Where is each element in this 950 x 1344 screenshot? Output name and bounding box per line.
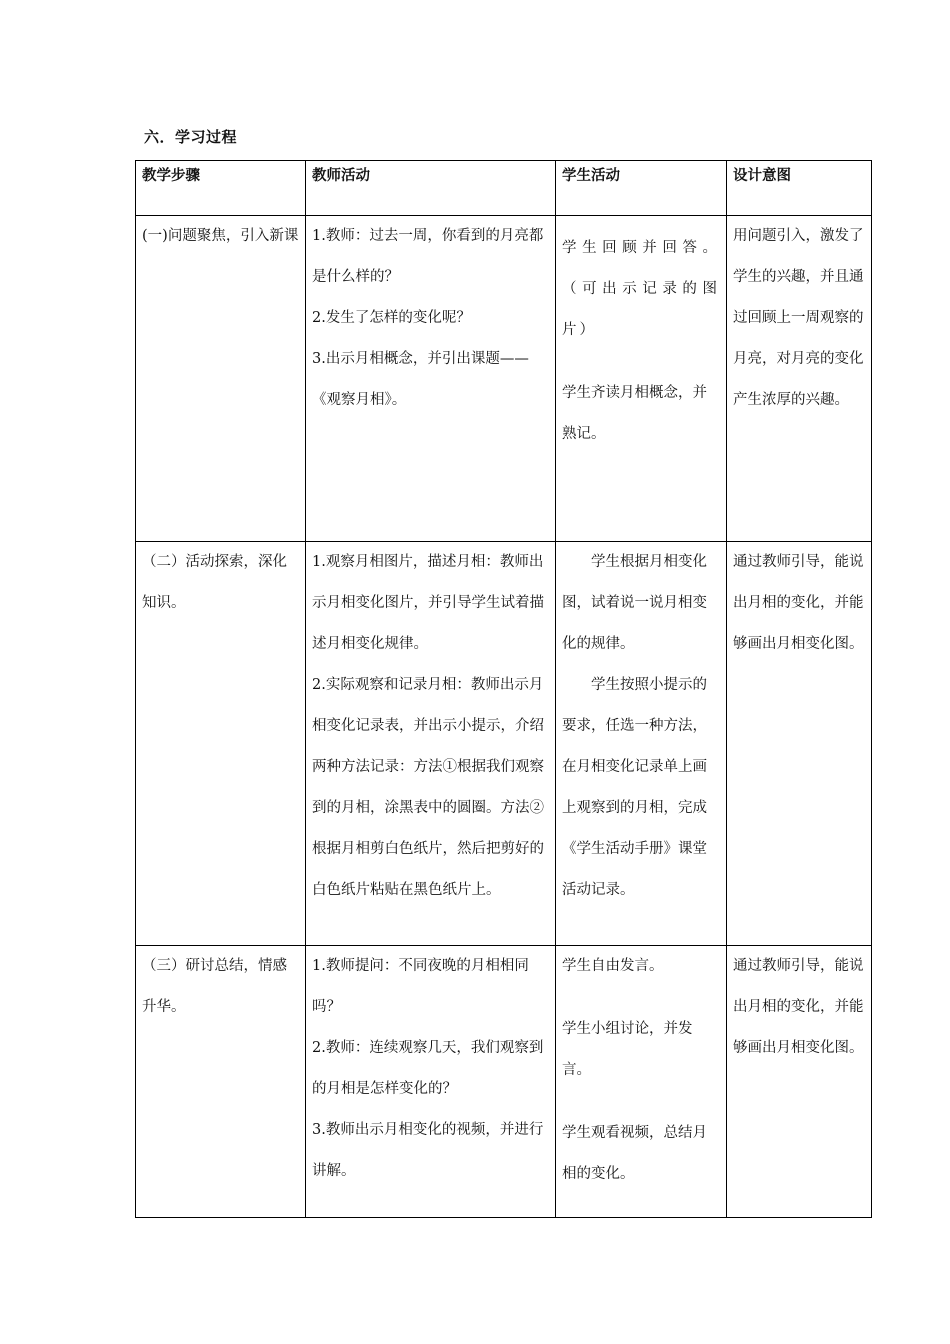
student-activity-cell [556, 946, 727, 1218]
student-activity-item: 学生自由发言。 [562, 958, 664, 974]
student-activity-cell [556, 216, 727, 542]
teacher-activity-cell [306, 542, 556, 946]
teacher-activity-item: 1.教师：过去一周，你看到的月亮都是什么样的？ [312, 228, 544, 285]
section-title: 六．学习过程 [144, 128, 238, 146]
teacher-activity-cell [306, 946, 556, 1218]
teacher-activity-item: 3.教师出示月相变化的视频，并进行讲解。 [312, 1122, 544, 1179]
teacher-activity-item: 2.实际观察和记录月相：教师出示月相变化记录表，并出示小提示，介绍两种方法记录：方法①根据我们观察到的月相，涂黑表中的圆圈。方法②根据月相剪白色纸片，然后把剪好的白色纸片粘贴在黑色纸片上。 [312, 677, 544, 898]
student-activity-cell [556, 542, 727, 946]
step-cell: （二）活动探索，深化知识。 [136, 542, 306, 946]
step-cell: (一)问题聚焦，引入新课 [136, 216, 306, 542]
header-design-intent: 设计意图 [727, 161, 872, 216]
table-row [136, 542, 872, 946]
design-intent-cell: 用问题引入，激发了学生的兴趣，并且通过回顾上一周观察的月亮，对月亮的变化产生浓厚的兴趣。 [727, 216, 872, 542]
teacher-activity-item: 3.出示月相概念，并引出课题——《观察月相》。 [312, 351, 529, 408]
student-activity-item: 学生齐读月相概念，并熟记。 [562, 385, 707, 442]
student-activity-item: 学生回顾并回答。（可出示记录的图片） [562, 240, 720, 338]
step-cell: （三）研讨总结，情感升华。 [136, 946, 306, 1218]
header-step: 教学步骤 [136, 161, 306, 216]
teacher-activity-item: 1.观察月相图片，描述月相：教师出示月相变化图片，并引导学生试着描述月相变化规律。 [312, 554, 544, 652]
teacher-activity-item: 1.教师提问：不同夜晚的月相相同吗？ [312, 958, 529, 1015]
table-header-row [136, 161, 872, 216]
header-teacher-activity: 教师活动 [306, 161, 556, 216]
teacher-activity-item: 2.发生了怎样的变化呢？ [312, 310, 471, 326]
header-student-activity: 学生活动 [556, 161, 727, 216]
table-row [136, 216, 872, 542]
student-activity-item: 学生观看视频，总结月相的变化。 [562, 1125, 707, 1182]
design-intent-cell: 通过教师引导，能说出月相的变化，并能够画出月相变化图。 [727, 946, 872, 1218]
learning-process-table [135, 160, 872, 1218]
teacher-activity-cell [306, 216, 556, 542]
table-row [136, 946, 872, 1218]
student-activity-item: 学生根据月相变化图，试着说一说月相变化的规律。 [562, 554, 707, 652]
student-activity-item: 学生小组讨论，并发言。 [562, 1021, 693, 1078]
design-intent-cell: 通过教师引导，能说出月相的变化，并能够画出月相变化图。 [727, 542, 872, 946]
teacher-activity-item: 2.教师：连续观察几天，我们观察到的月相是怎样变化的？ [312, 1040, 544, 1097]
student-activity-item: 学生按照小提示的要求，任选一种方法，在月相变化记录单上画上观察到的月相，完成《学生活动手册》课堂活动记录。 [562, 677, 707, 898]
